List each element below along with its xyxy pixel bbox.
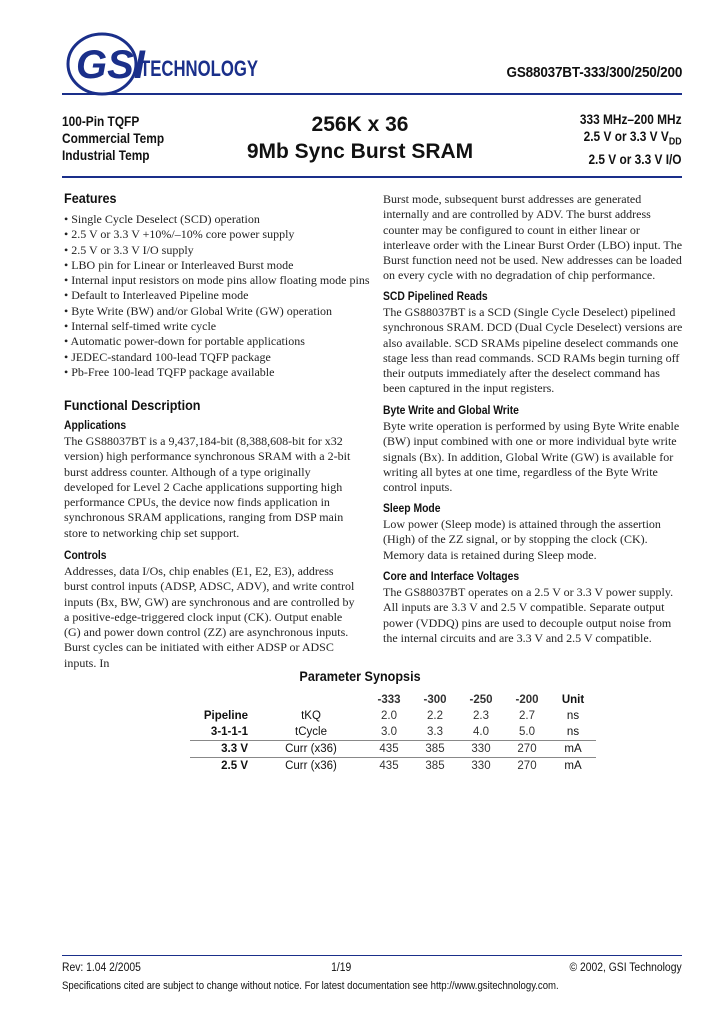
column-header: -300 [423, 694, 447, 706]
row-label: 3-1-1-1 [210, 726, 248, 738]
column-header: Unit [561, 694, 585, 706]
table-row [190, 741, 596, 758]
doc-title-density: 256K x 36 [311, 113, 409, 136]
table-cell: ns [566, 726, 580, 738]
row-label: 2.5 V [190, 758, 256, 775]
part-number: GS88037BT-333/300/250/200 [506, 64, 682, 81]
feature-item: • 2.5 V or 3.3 V +10%/–10% core power supply [64, 227, 295, 242]
table-cell: mA [550, 741, 596, 758]
core-voltages-heading: Core and Interface Voltages [383, 571, 520, 583]
page-number: 1/19 [331, 962, 352, 974]
temp-commercial: Commercial Temp [62, 131, 165, 146]
applications-heading: Applications [64, 420, 127, 432]
scd-heading: SCD Pipelined Reads [383, 291, 488, 303]
parameter-synopsis-table [190, 692, 596, 774]
table-cell: 3.0 [381, 726, 397, 738]
temp-industrial: Industrial Temp [62, 148, 150, 163]
table-cell: 385 [412, 758, 458, 775]
table-cell: 5.0 [519, 726, 535, 738]
functional-heading: Functional Description [64, 397, 201, 413]
column-header: -333 [377, 694, 401, 706]
table-header-row [190, 692, 596, 708]
table-row [190, 724, 596, 741]
io-line: 2.5 V or 3.3 V I/O [588, 151, 682, 167]
features-heading: Features [64, 190, 117, 206]
feature-item: • Default to Interleaved Pipeline mode [64, 288, 249, 303]
logo-text: GSI [76, 43, 145, 87]
table-cell: 4.0 [473, 726, 489, 738]
table-cell: 2.0 [381, 710, 397, 722]
table-cell: 2.2 [427, 710, 443, 722]
byte-write-text: Byte write operation is performed by using Byte Write enable (BW) input combined with one or more individual byte write signals (Bx). In addition, Global Write (GW) is available for writing all bytes at one time, regardless of the Byte Write control inputs. [383, 419, 680, 495]
applications-text: The GS88037BT is a 9,437,184-bit (8,388,608-bit for x32 version) high performance synchronous SRAM with a 2-bit burst address counter. Although of a type originally developed for Level 2 Cache applications supporting high performance CPUs, the device now finds application in synchronous SRAM applications, ranging from DSP main store to networking chip set support. [64, 434, 351, 540]
footer-rule [62, 955, 682, 956]
table-row [190, 708, 596, 724]
feature-item: • JEDEC-standard 100-lead TQFP package [64, 349, 271, 364]
row-param: Curr (x36) [256, 758, 366, 775]
burst-text: Burst mode, subsequent burst addresses are generated internally and are controlled by ADV. The burst address counter may be configured to count in either linear or interleave order with the Linear Burst Order (LBO) input. The Burst function need not be used. New addresses can be loaded on every cycle with no degradation of chip performance. [383, 192, 683, 283]
logo-subtext: TECHNOLOGY [140, 56, 259, 81]
feature-item: • Single Cycle Deselect (SCD) operation [64, 212, 260, 226]
table-cell: 2.3 [473, 710, 489, 722]
row-label: Pipeline [203, 710, 248, 722]
doc-title-type: 9Mb Sync Burst SRAM [246, 140, 474, 163]
controls-heading: Controls [64, 550, 107, 562]
table-cell: 270 [504, 758, 550, 775]
synopsis-title: Parameter Synopsis [299, 668, 421, 684]
table-cell: 2.7 [519, 710, 535, 722]
gsi-logo [62, 28, 262, 100]
row-label: 3.3 V [190, 741, 256, 758]
feature-item: • Byte Write (BW) and/or Global Write (GW) operation [64, 303, 333, 318]
column-header: -200 [515, 694, 539, 706]
table-row [190, 758, 596, 775]
features-list [64, 212, 370, 380]
table-cell: 3.3 [427, 726, 443, 738]
sleep-heading: Sleep Mode [383, 503, 441, 515]
scd-text: The GS88037BT is a SCD (Single Cycle Deselect) pipelined synchronous SRAM. DCD (Dual Cycle Deselect) versions are also available. SCD SRAMs pipeline deselect commands one stage less than read commands. SCD RAMs begin turning off their outputs immediately after the deselect command has been captured in the input registers. [383, 305, 683, 396]
byte-write-heading: Byte Write and Global Write [383, 405, 519, 417]
column-header: -250 [469, 694, 493, 706]
footer-notice: Specifications cited are subject to change without notice. For latest documentation see http://www.gsitechnology.com. [62, 980, 559, 992]
vdd-line: 2.5 V or 3.3 V $V_{DD}$ [584, 129, 682, 148]
table-cell: 270 [504, 741, 550, 758]
table-cell: 435 [366, 741, 412, 758]
table-cell: 435 [366, 758, 412, 775]
feature-item: • 2.5 V or 3.3 V I/O supply [64, 242, 194, 257]
feature-item: • Automatic power-down for portable applications [64, 334, 305, 349]
package-line: 100-Pin TQFP [62, 114, 140, 129]
speed-voltage-info [580, 111, 682, 168]
freq-range: 333 MHz–200 MHz [580, 112, 682, 127]
feature-item: • Internal self-timed write cycle [64, 319, 217, 334]
table-cell: ns [566, 710, 580, 722]
feature-item: • Internal input resistors on mode pins allow floating mode pins [64, 273, 370, 288]
core-voltages-text: The GS88037BT operates on a 2.5 V or 3.3 V power supply. All inputs are 3.3 V and 2.5 V compatible. Separate output power (VDDQ) pins are used to decouple output noise from the internal circuits and are 3.3 V and 2.5 V compatible. [383, 585, 674, 645]
row-param: tCycle [295, 726, 327, 738]
revision: Rev: 1.04 2/2005 [62, 962, 141, 974]
row-param: Curr (x36) [256, 741, 366, 758]
row-param: tKQ [301, 710, 321, 722]
table-cell: 385 [412, 741, 458, 758]
title-rule [62, 176, 682, 178]
sleep-text: Low power (Sleep mode) is attained through the assertion (High) of the ZZ signal, or by stopping the clock (CK). Memory data is retained during Sleep mode. [383, 517, 661, 562]
table-cell: 330 [458, 741, 504, 758]
table-cell: 330 [458, 758, 504, 775]
header-rule [62, 93, 682, 95]
table-cell: mA [550, 758, 596, 775]
feature-item: • LBO pin for Linear or Interleaved Burst mode [64, 257, 294, 272]
controls-text: Addresses, data I/Os, chip enables (E1, E2, E3), address burst control inputs (ADSP, ADSC, ADV), and write control inputs (Bx, BW, GW) are synchronous and are controlled by a positive-edge-triggered clock input (CK). Output enable (G) and power down control (ZZ) are asynchronous inputs. Burst cycles can be initiated with either ADSP or ADSC inputs. In [64, 564, 355, 670]
feature-item: • Pb-Free 100-lead TQFP package available [64, 364, 275, 379]
copyright: © 2002, GSI Technology [569, 962, 682, 974]
